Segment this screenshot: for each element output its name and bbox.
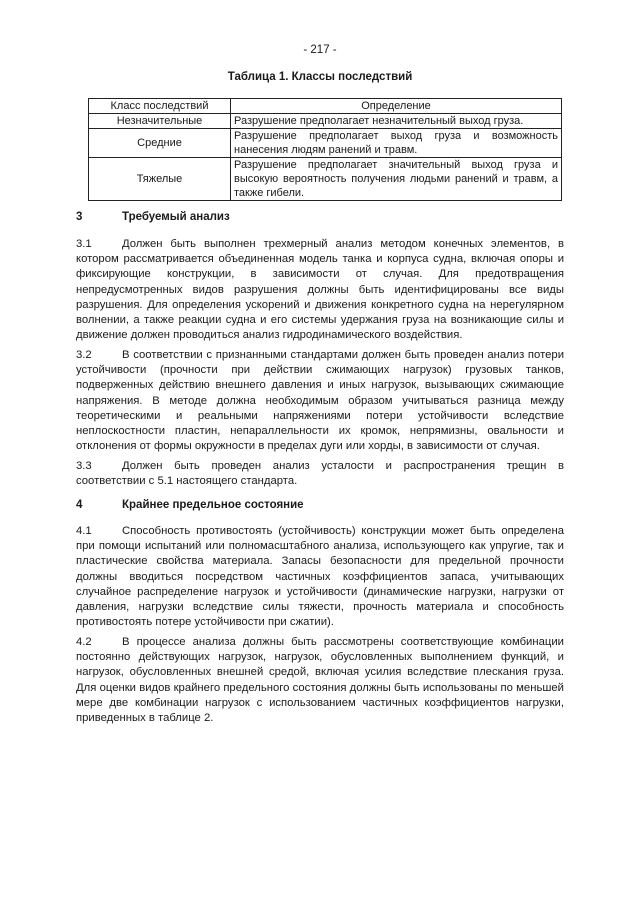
section-4-heading — [76, 499, 304, 511]
table-cell-class: Тяжелые — [89, 158, 231, 201]
table-cell-class: Незначительные — [89, 114, 231, 129]
page-number: - 217 - — [303, 44, 337, 56]
table-row — [89, 129, 562, 158]
paragraph-number: 4.1 — [76, 525, 92, 537]
paragraph-text: В процессе анализа должны быть рассмотрены соответствующие комбинации постоянно действующих нагрузок, нагрузок, обусловленных выполнением функций, и нагрузок, обусловленных внешней средой, включая усилия вследствие плескания груза. Для оценки видов крайнего предельного состояния должны быть использованы по меньшей мере две комбинации нагрузок с использованием частичных коэффициентов нагрузки, приведенных в таблице 2. — [76, 636, 564, 725]
paragraph-text: Должен быть проведен анализ усталости и распространения трещин в соответствии с 5.1 настоящего стандарта. — [76, 460, 564, 488]
consequence-classes-table — [88, 98, 562, 201]
paragraph-number: 3.2 — [76, 349, 92, 361]
table-row — [89, 114, 562, 129]
table-header-row — [89, 99, 562, 114]
paragraph-number: 3.1 — [76, 238, 92, 250]
paragraph-3-2 — [76, 348, 564, 454]
section-number: 3 — [76, 211, 83, 223]
section-title: Требуемый анализ — [122, 211, 230, 223]
table-cell-definition: Разрушение предполагает незначительный выход груза. — [231, 114, 562, 129]
column-header-definition: Определение — [231, 99, 562, 114]
table-cell-class: Средние — [89, 129, 231, 158]
table-row — [89, 158, 562, 201]
column-header-class: Класс последствий — [89, 99, 231, 114]
paragraph-text: Способность противостоять (устойчивость) конструкции может быть определена при помощи испытаний или полномасштабного анализа, использующего как упругие, так и пластические свойства материала. Запасы безопасности для предельной прочности должны вводиться посредством частичных коэффициентов запаса, учитывающих случайное распределение нагрузок и устойчивости (динамические нагрузки, нагрузки от давления, нагрузки вследствие силы тяжести, прочность материала и способность противостоять потере устойчивости при сжатии). — [76, 525, 564, 629]
section-title: Крайнее предельное состояние — [122, 499, 304, 511]
table-cell-definition: Разрушение предполагает выход груза и возможность нанесения людям ранений и травм. — [231, 129, 562, 158]
table-title: Таблица 1. Классы последствий — [227, 71, 413, 83]
paragraph-4-2 — [76, 635, 564, 726]
paragraph-3-3 — [76, 459, 564, 489]
table-cell-definition: Разрушение предполагает значительный выход груза и высокую вероятность получения людьми ранений и травм, а также гибели. — [231, 158, 562, 201]
paragraph-3-1 — [76, 237, 564, 343]
paragraph-number: 4.2 — [76, 636, 92, 648]
paragraph-text: В соответствии с признанными стандартами должен быть проведен анализ потери устойчивости (прочности при действии сжимающих нагрузок) грузовых танков, подверженных действию внешнего давления и иных нагрузок, вызывающих сжимающие напряжения. В методе должна необходимым образом учитываться разница между теоретическими и реальными напряжениями потери устойчивости вследствие неплоскостности пластин, непараллельности их кромок, непрямизны, овальности и отклонения от формы окружности в пределах дуги или хорды, в зависимости от случая. — [76, 349, 564, 453]
section-number: 4 — [76, 499, 83, 511]
paragraph-number: 3.3 — [76, 460, 92, 472]
paragraph-4-1 — [76, 524, 564, 630]
paragraph-text: Должен быть выполнен трехмерный анализ методом конечных элементов, в котором рассматривается объединенная модель танка и корпуса судна, включая опоры и фиксирующие конструкции, в зависимости от случая. Для предотвращения непредусмотренных видов разрушения должны быть идентифицированы все виды разрушения. Для определения ускорений и движения конкретного судна на нерегулярном волнении, а также реакции судна и его системы удержания груза на возникающие силы и движение должен проводиться анализ гидродинамического воздействия. — [76, 238, 564, 342]
section-3-heading — [76, 211, 230, 223]
